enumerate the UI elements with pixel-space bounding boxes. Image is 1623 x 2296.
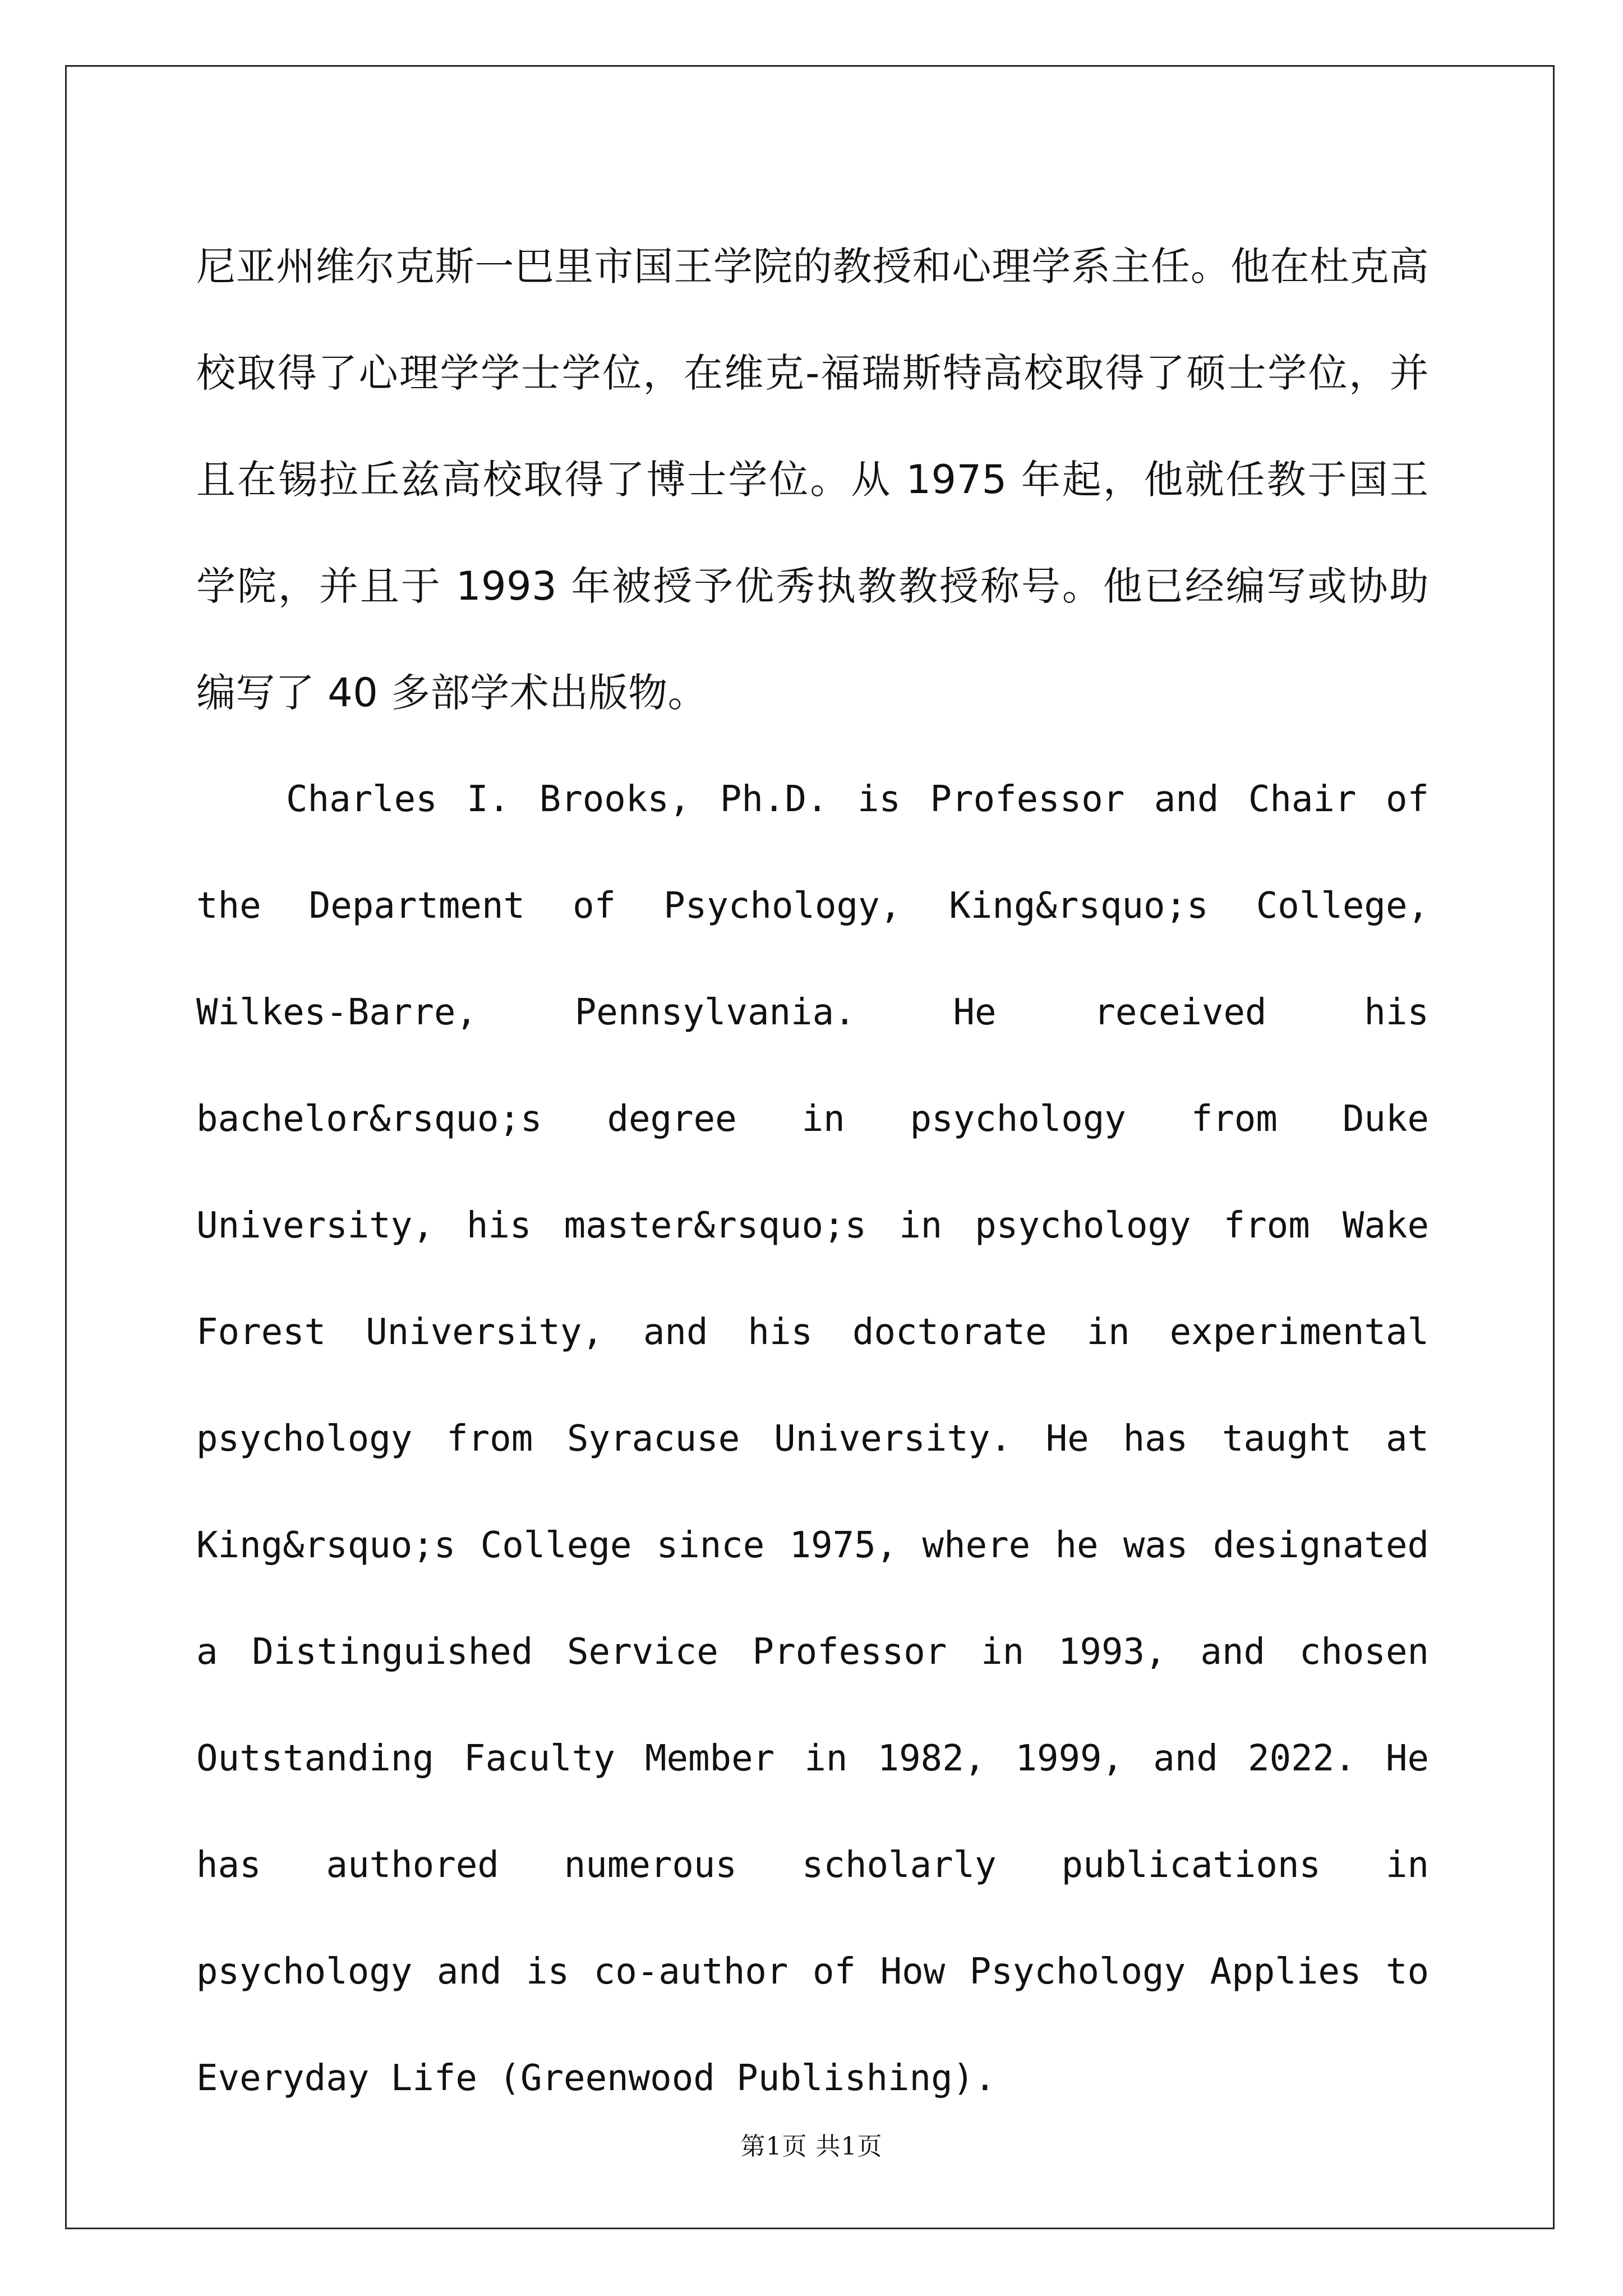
document-body [196, 213, 1429, 2132]
page-footer: 第1页 共1页 [740, 2132, 883, 2161]
paragraph-english: Charles I. Brooks, Ph.D. is Professor and Chair of the Department of Psychology, King&rsquo;s College, Wilkes-Barre, Pennsylvania. He received his bachelor&rsquo;s degree in psychology from Duke University, his master&rsquo;s in psychology from Wake Forest University, and his doctorate in experimental psychology from Syracuse University. He has taught at King&rsquo;s College since 1975, where he was designated a Distinguished Service Professor in 1993, and chosen Outstanding Faculty Member in 1982, 1999, and 2022. He has authored numerous scholarly publications in psychology and is co-author of How Psychology Applies to Everyday Life (Greenwood Publishing). [196, 779, 1429, 2099]
paragraph-chinese: 尼亚州维尔克斯一巴里市国王学院的教授和心理学系主任。他在杜克高校取得了心理学学士学位，在维克-福瑞斯特高校取得了硕士学位，并且在锡拉丘兹高校取得了博士学位。从 1975 年起，他就任教于国王学院，并且于 1993 年被授予优秀执教教授称号。他已经编写或协助编写了 40 多部学术出版物。 [196, 243, 1429, 716]
